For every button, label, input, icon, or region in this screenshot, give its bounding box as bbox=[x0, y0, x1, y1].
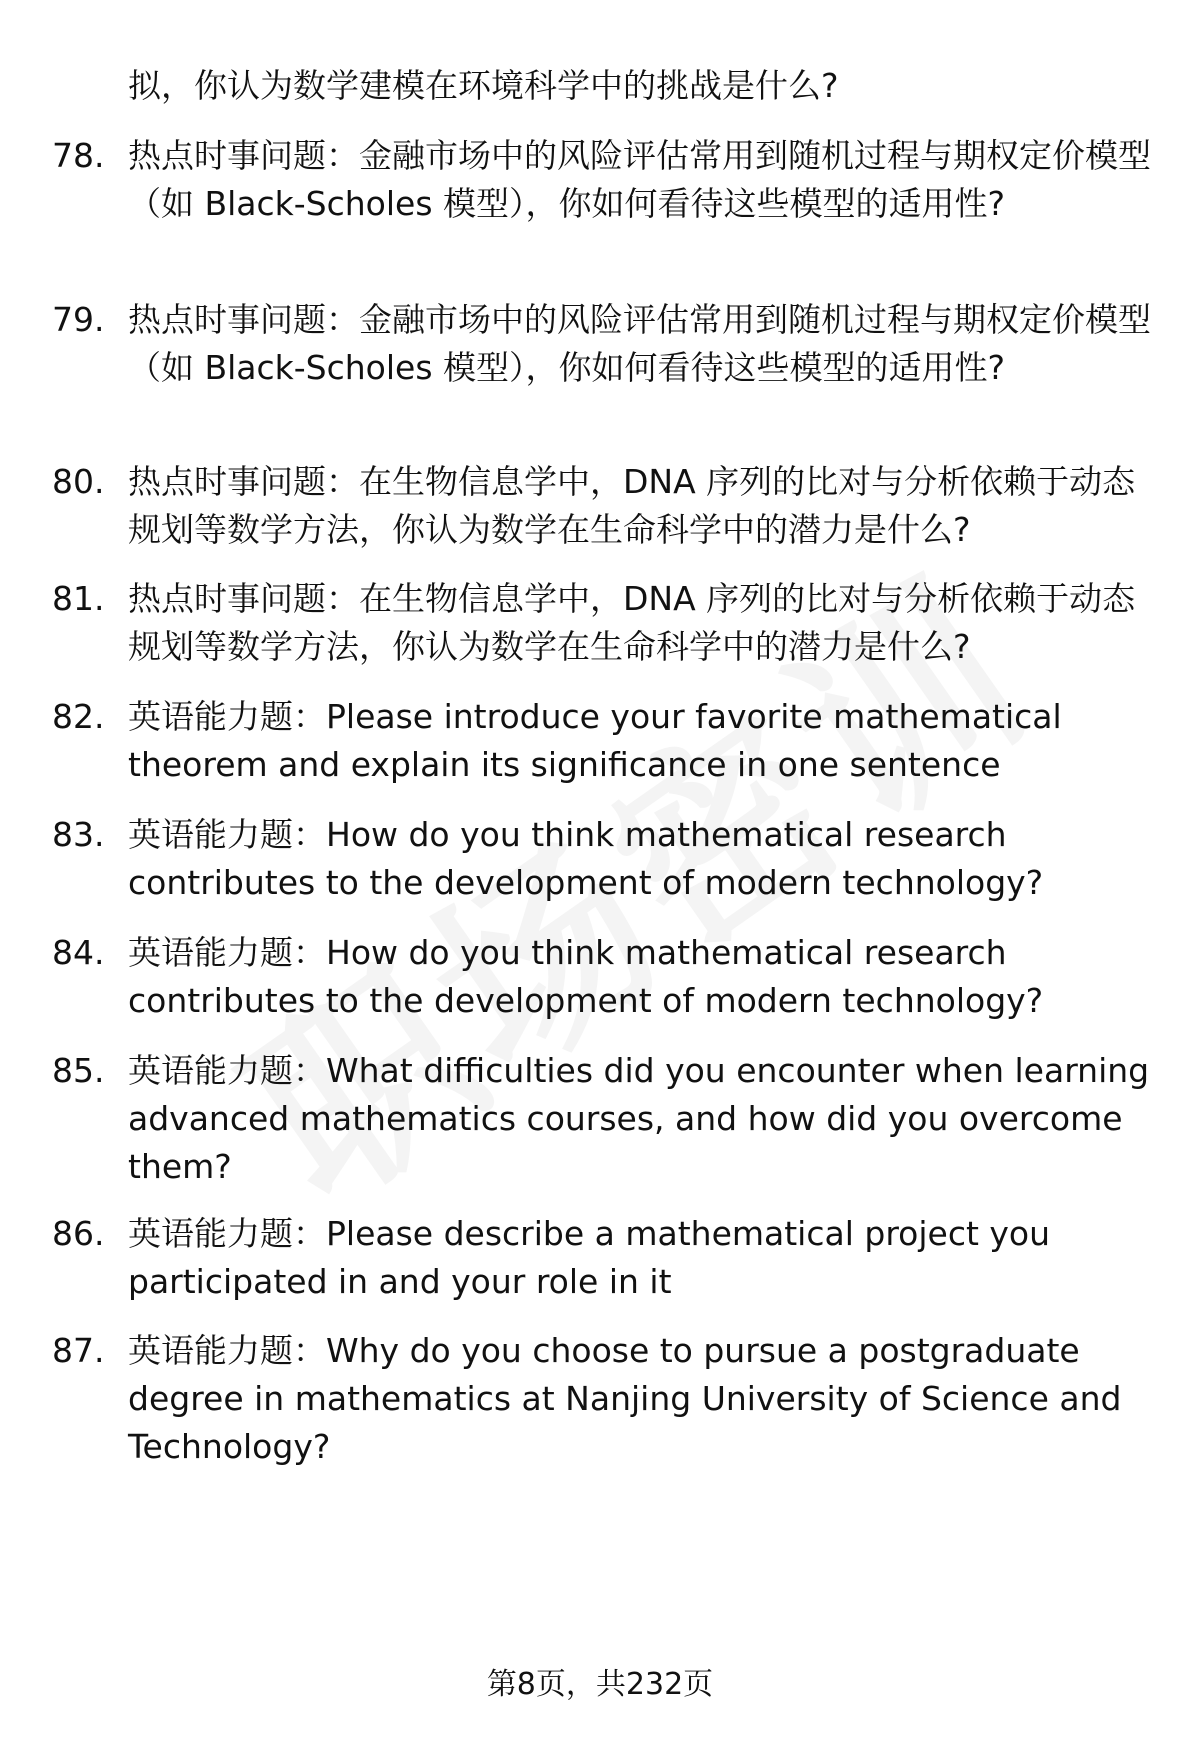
item-number: 84. bbox=[52, 933, 105, 972]
item-number: 86. bbox=[52, 1214, 105, 1253]
item-text: 英语能力题：What difficulties did you encounter when learning advanced mathematics courses, and how did you overcome them? bbox=[128, 1051, 1150, 1186]
item-text: 英语能力题：Please introduce your favorite mathematical theorem and explain its significance in one sentence bbox=[128, 697, 1062, 784]
item-text: 英语能力题：How do you think mathematical research contributes to the development of modern technology? bbox=[128, 815, 1044, 902]
item-number: 79. bbox=[52, 300, 105, 339]
item-text: 英语能力题：Why do you choose to pursue a postgraduate degree in mathematics at Nanjing University of Science and Technology? bbox=[128, 1331, 1122, 1466]
item-text: 英语能力题：Please describe a mathematical project you participated in and your role in it bbox=[128, 1214, 1051, 1301]
item-number: 78. bbox=[52, 136, 105, 175]
continued-question-text: 拟，你认为数学建模在环境科学中的挑战是什么? bbox=[128, 66, 839, 105]
item-number: 87. bbox=[52, 1331, 105, 1370]
page-footer: 第8页，共232页 bbox=[486, 1667, 714, 1702]
item-text: 热点时事问题：金融市场中的风险评估常用到随机过程与期权定价模型（如 Black-Scholes 模型），你如何看待这些模型的适用性? bbox=[128, 136, 1151, 223]
item-number: 81. bbox=[52, 579, 105, 618]
item-text: 热点时事问题：在生物信息学中，DNA 序列的比对与分析依赖于动态规划等数学方法，你认为数学在生命科学中的潜力是什么? bbox=[128, 462, 1136, 549]
item-number: 83. bbox=[52, 815, 105, 854]
item-text: 英语能力题：How do you think mathematical research contributes to the development of modern technology? bbox=[128, 933, 1044, 1020]
item-number: 82. bbox=[52, 697, 105, 736]
item-number: 80. bbox=[52, 462, 105, 501]
item-text: 热点时事问题：在生物信息学中，DNA 序列的比对与分析依赖于动态规划等数学方法，你认为数学在生命科学中的潜力是什么? bbox=[128, 579, 1136, 666]
item-text: 热点时事问题：金融市场中的风险评估常用到随机过程与期权定价模型（如 Black-Scholes 模型），你如何看待这些模型的适用性? bbox=[128, 300, 1151, 387]
item-number: 85. bbox=[52, 1051, 105, 1090]
